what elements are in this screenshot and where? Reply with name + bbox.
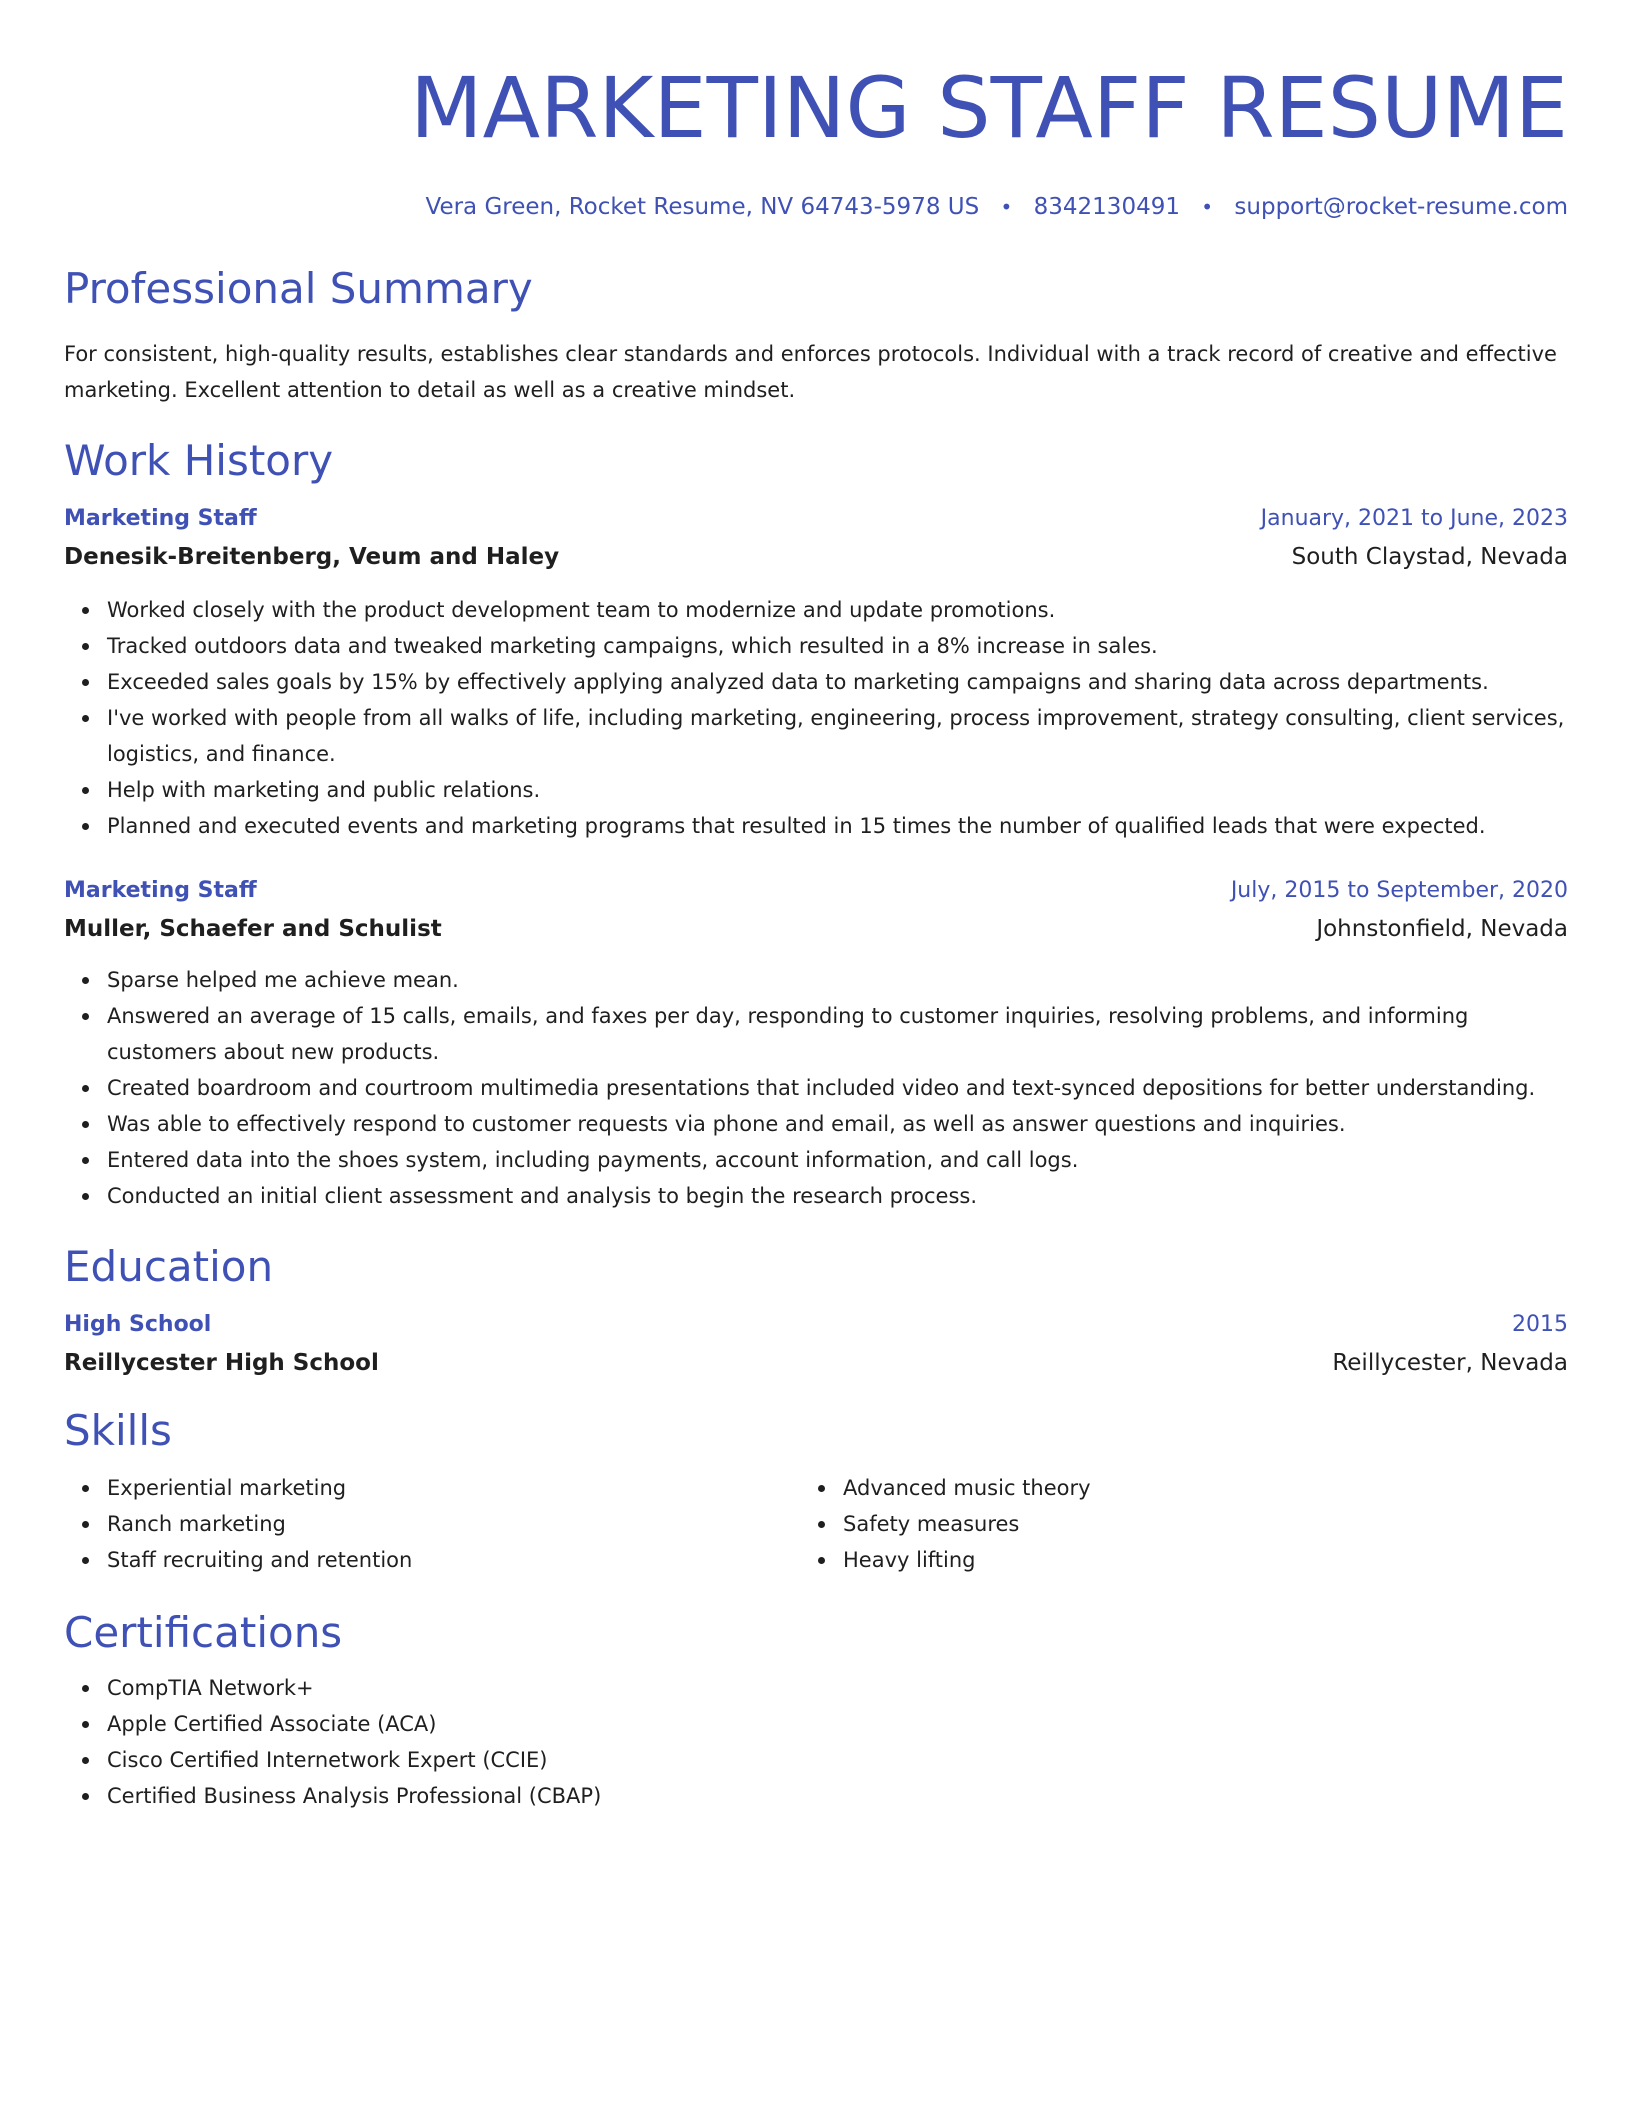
education-location: Reillycester, Nevada: [1332, 1350, 1568, 1376]
certification-item: Certified Business Analysis Professional (CBAP): [107, 1778, 1568, 1814]
job-title: Marketing Staff: [64, 878, 257, 903]
section-heading-education: Education: [64, 1242, 274, 1291]
list-item: Tracked outdoors data and tweaked marketing campaigns, which resulted in a 8% increase in sales.: [107, 628, 1568, 664]
contact-address: Vera Green, Rocket Resume, NV 64743-5978 US: [425, 194, 980, 220]
job-entry: [64, 872, 1568, 1214]
certifications-list: [64, 1670, 1568, 1814]
skills-column-left: [64, 1470, 800, 1578]
section-heading-skills: Skills: [64, 1406, 172, 1455]
education-section: [64, 1242, 1568, 1382]
list-item: Planned and executed events and marketing programs that resulted in 15 times the number of qualified leads that were expected.: [107, 808, 1568, 844]
job-company-row: [64, 538, 1568, 576]
job-company-row: [64, 910, 1568, 948]
list-item: Was able to effectively respond to customer requests via phone and email, as well as answer questions and inquiries.: [107, 1106, 1568, 1142]
contact-separator: •: [1201, 195, 1214, 219]
certifications-section: [64, 1608, 1568, 1814]
certification-item: Cisco Certified Internetwork Expert (CCIE): [107, 1742, 1568, 1778]
skill-item: Safety measures: [843, 1506, 1536, 1542]
resume-title: MARKETING STAFF RESUME: [410, 59, 1568, 157]
job-location: South Claystad, Nevada: [1291, 544, 1568, 570]
list-item: Answered an average of 15 calls, emails, and faxes per day, responding to customer inquiries, resolving problems, and informing customers about new products.: [107, 998, 1568, 1070]
contact-email: support@rocket-resume.com: [1234, 194, 1568, 220]
education-degree: High School: [64, 1312, 212, 1337]
skill-item: Ranch marketing: [107, 1506, 800, 1542]
list-item: Help with marketing and public relations.: [107, 772, 1568, 808]
work-history-section: [64, 436, 1568, 1214]
job-bullets: [64, 962, 1568, 1214]
skills-section: [64, 1406, 1568, 1578]
list-item: Entered data into the shoes system, including payments, account information, and call logs.: [107, 1142, 1568, 1178]
list-item: Conducted an initial client assessment and analysis to begin the research process.: [107, 1178, 1568, 1214]
skill-item: Experiential marketing: [107, 1470, 800, 1506]
contact-line: [64, 192, 1568, 222]
job-entry: [64, 500, 1568, 844]
skills-list-right: [800, 1470, 1536, 1578]
section-heading-certifications: Certifications: [64, 1608, 343, 1657]
job-bullets: [64, 592, 1568, 844]
summary-text: For consistent, high-quality results, establishes clear standards and enforces protocols. Individual with a track record of creative and effective marketing. Excellent attention to detail as well as a creative mindset.: [64, 342, 1557, 402]
job-header-row: [64, 500, 1568, 538]
certification-item: CompTIA Network+: [107, 1670, 1568, 1706]
certification-item: Apple Certified Associate (ACA): [107, 1706, 1568, 1742]
section-heading-summary: Professional Summary: [64, 264, 533, 313]
education-school: Reillycester High School: [64, 1350, 379, 1376]
contact-phone: 8342130491: [1033, 194, 1180, 220]
section-heading-work-history: Work History: [64, 436, 334, 485]
job-dates: January, 2021 to June, 2023: [1260, 506, 1568, 531]
summary-section: [64, 264, 1568, 408]
list-item: I've worked with people from all walks of life, including marketing, engineering, process improvement, strategy consulting, client services, logistics, and finance.: [107, 700, 1568, 772]
job-dates: July, 2015 to September, 2020: [1230, 878, 1568, 903]
skills-list-left: [64, 1470, 800, 1578]
education-header-row: [64, 1306, 1568, 1344]
education-entry: [64, 1306, 1568, 1382]
list-item: Sparse helped me achieve mean.: [107, 962, 1568, 998]
skills-column-right: [800, 1470, 1536, 1578]
job-company: Muller, Schaefer and Schulist: [64, 916, 442, 942]
job-title: Marketing Staff: [64, 506, 257, 531]
education-year: 2015: [1512, 1312, 1568, 1337]
skills-grid: [64, 1470, 1568, 1578]
job-company: Denesik-Breitenberg, Veum and Haley: [64, 544, 560, 570]
list-item: Worked closely with the product development team to modernize and update promotions.: [107, 592, 1568, 628]
job-location: Johnstonfield, Nevada: [1316, 916, 1568, 942]
job-header-row: [64, 872, 1568, 910]
list-item: Created boardroom and courtroom multimedia presentations that included video and text-synced depositions for better understanding.: [107, 1070, 1568, 1106]
skill-item: Heavy lifting: [843, 1542, 1536, 1578]
list-item: Exceeded sales goals by 15% by effectively applying analyzed data to marketing campaigns and sharing data across departments.: [107, 664, 1568, 700]
contact-separator: •: [1000, 195, 1013, 219]
skill-item: Advanced music theory: [843, 1470, 1536, 1506]
education-school-row: [64, 1344, 1568, 1382]
skill-item: Staff recruiting and retention: [107, 1542, 800, 1578]
